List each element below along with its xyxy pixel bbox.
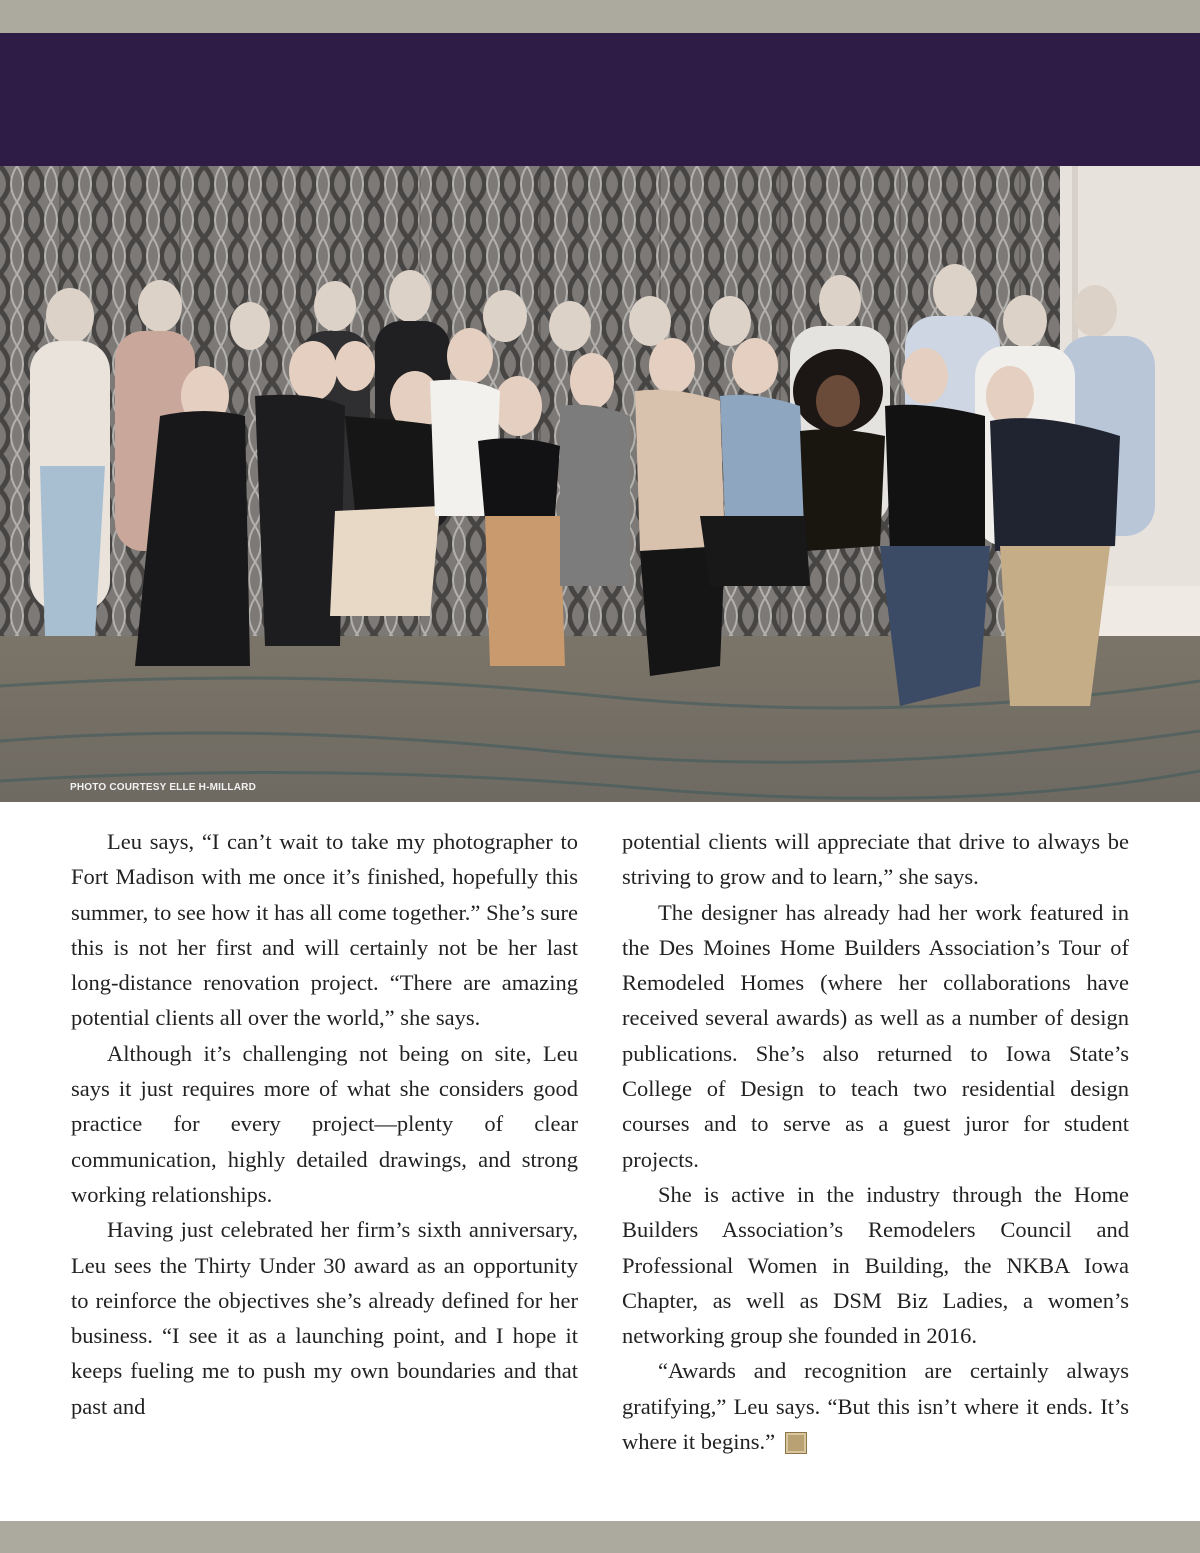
photo-credit: PHOTO COURTESY ELLE H-MILLARD	[70, 782, 256, 793]
article-column-left	[71, 824, 578, 1424]
paragraph: Having just celebrated her firm’s sixth anniversary, Leu sees the Thirty Under 30 award as an opportunity to reinforce the objectives she’s already defined for her business. “I see it as a launching point, and I hope it keeps fueling me to push my own boundaries and that past and	[71, 1217, 578, 1419]
bottom-border-band	[0, 1521, 1200, 1553]
group-photo	[0, 166, 1200, 802]
end-mark-icon: B	[785, 1432, 807, 1454]
header-bar	[0, 33, 1200, 166]
paragraph: The designer has already had her work featured in the Des Moines Home Builders Association’s Tour of Remodeled Homes (where her collaborations have received several awards) as well as a number of design publications. She’s also returned to Iowa State’s College of Design to teach two residential design courses and to serve as a guest juror for student projects.	[622, 899, 1129, 1172]
paragraph: potential clients will appreciate that drive to always be striving to grow and to learn,” she says.	[622, 829, 1129, 890]
paragraph: She is active in the industry through the Home Builders Association’s Remodelers Council and Professional Women in Building, the NKBA Iowa Chapter, as well as DSM Biz Ladies, a women’s networking group she founded in 2016.	[622, 1181, 1129, 1349]
closing-paragraph-text: “Awards and recognition are certainly always gratifying,” Leu says. “But this isn’t where it ends. It’s where it begins.”	[622, 1358, 1129, 1455]
paragraph: Although it’s challenging not being on site, Leu says it just requires more of what she considers good practice for every project—plenty of clear communication, highly detailed drawings, and strong working relationships.	[71, 1040, 578, 1207]
paragraph: Leu says, “I can’t wait to take my photographer to Fort Madison with me once it’s finished, hopefully this summer, to see how it has all come together.” She’s sure this is not her first and will certainly not be her last long-distance renovation project. “There are amazing potential clients all over the world,” she says.	[71, 829, 578, 1031]
closing-paragraph	[622, 1353, 1129, 1459]
article-column-right	[622, 824, 1129, 1459]
top-border-band	[0, 0, 1200, 33]
